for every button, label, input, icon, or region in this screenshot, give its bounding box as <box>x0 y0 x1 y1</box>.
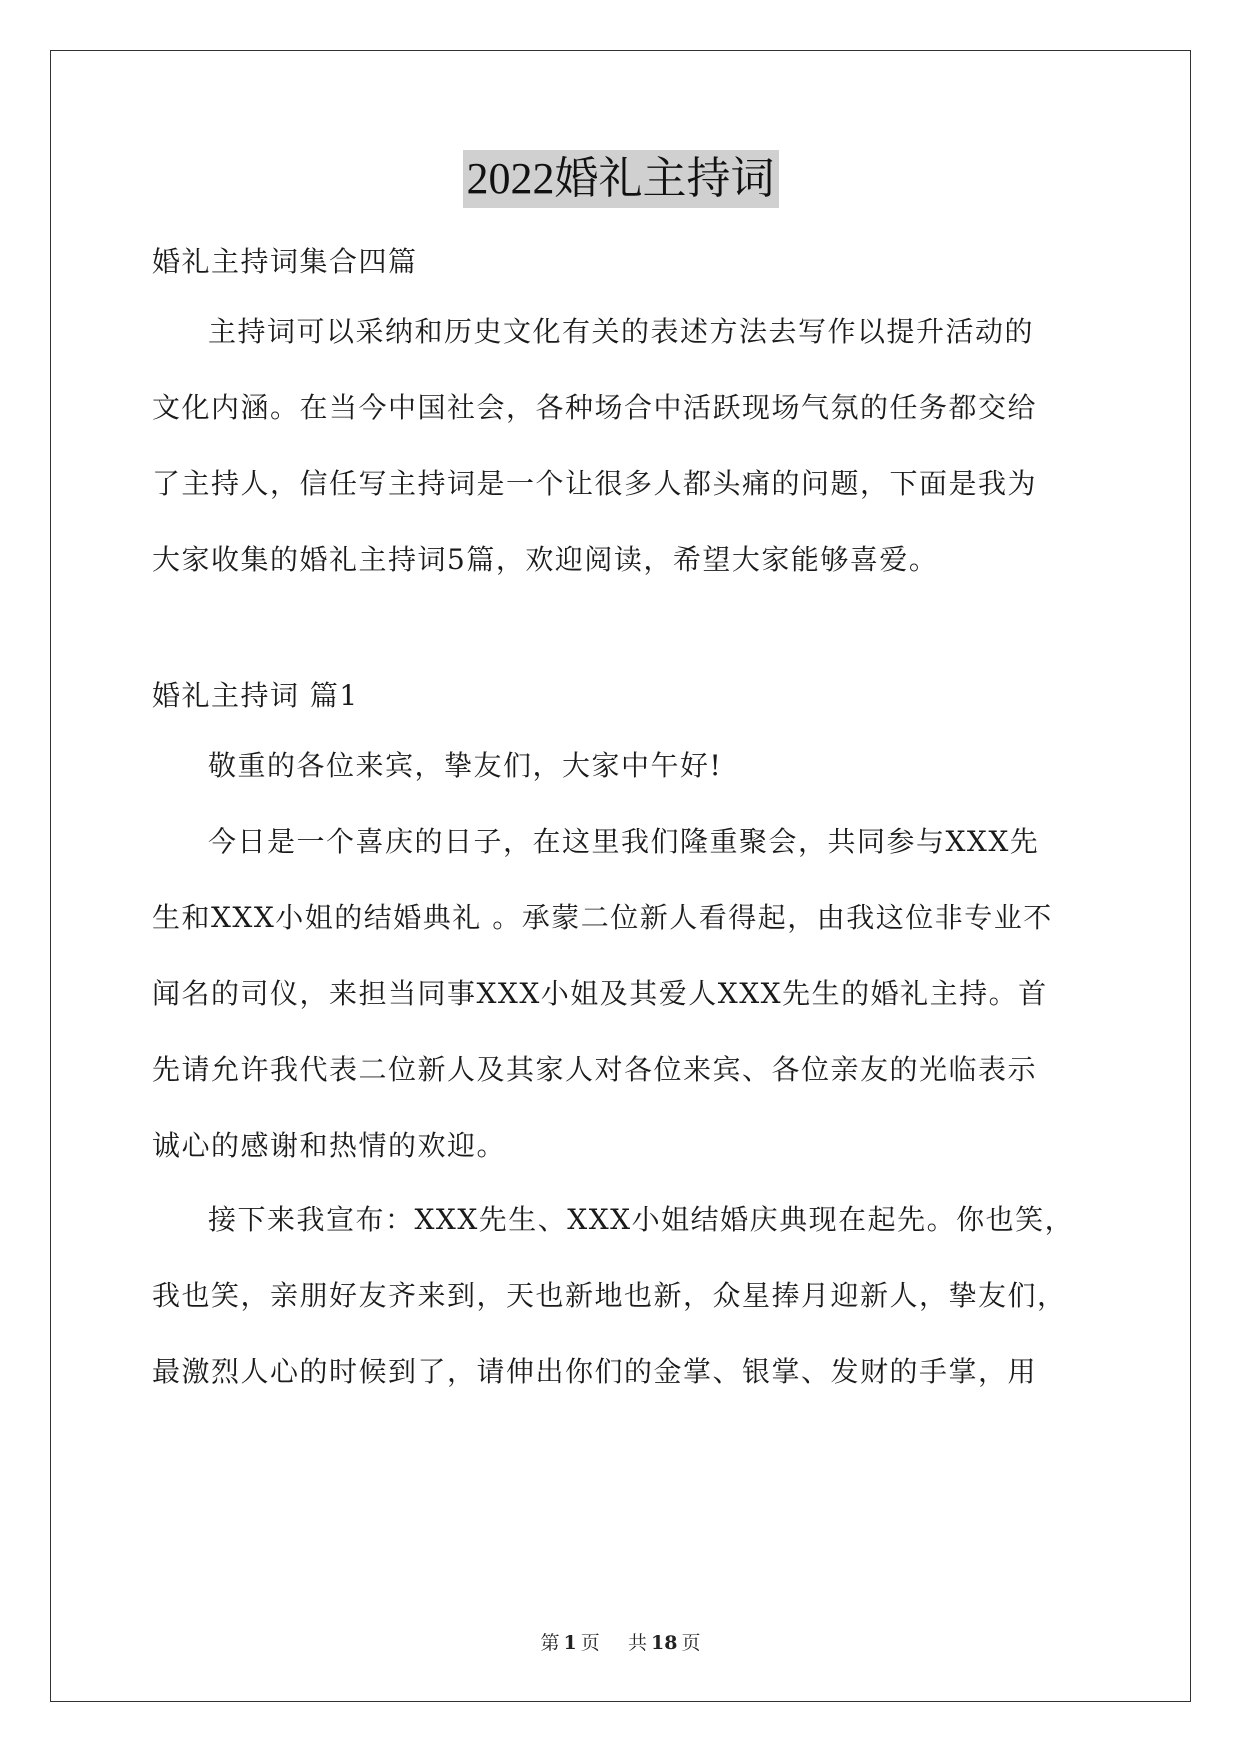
paragraph-line: 主持词可以采纳和历史文化有关的表述方法去写作以提升活动的 <box>208 315 1035 348</box>
total-pages: 18 <box>650 1632 678 1654</box>
paragraph-line: 先请允许我代表二位新人及其家人对各位来宾、各位亲友的光临表示 <box>152 1053 1038 1086</box>
paragraph-line: 最激烈人心的时候到了，请伸出你们的金掌、银掌、发财的手掌，用 <box>152 1355 1038 1388</box>
page-footer <box>0 1628 1241 1655</box>
page-border <box>50 50 1191 1702</box>
title-container <box>0 150 1241 208</box>
paragraph-line: 闻名的司仪，来担当同事XXX小姐及其爱人XXX先生的婚礼主持。首 <box>152 977 1048 1010</box>
paragraph-line: 文化内涵。在当今中国社会，各种场合中活跃现场气氛的任务都交给 <box>152 391 1038 424</box>
page-suffix: 页 <box>580 1632 600 1654</box>
page-number: 1 <box>563 1632 577 1654</box>
paragraph-line: 大家收集的婚礼主持词5篇，欢迎阅读，希望大家能够喜爱。 <box>152 543 939 576</box>
paragraph-line: 我也笑，亲朋好友齐来到，天也新地也新，众星捧月迎新人，挚友们， <box>152 1279 1067 1312</box>
paragraph-line: 生和XXX小姐的结婚典礼 。承蒙二位新人看得起，由我这位非专业不 <box>152 901 1053 934</box>
paragraph-line: 了主持人，信任写主持词是一个让很多人都头痛的问题，下面是我为 <box>152 467 1038 500</box>
section-heading: 婚礼主持词 篇1 <box>152 679 359 712</box>
paragraph-line: 诚心的感谢和热情的欢迎。 <box>152 1129 507 1162</box>
page-prefix: 第 <box>540 1632 560 1654</box>
paragraph-line: 敬重的各位来宾，挚友们，大家中午好! <box>208 749 723 782</box>
paragraph-line: 今日是一个喜庆的日子，在这里我们隆重聚会，共同参与XXX先 <box>208 825 1040 858</box>
section-heading: 婚礼主持词集合四篇 <box>152 245 418 278</box>
total-suffix: 页 <box>681 1632 701 1654</box>
total-prefix: 共 <box>627 1632 647 1654</box>
document-title: 2022婚礼主持词 <box>463 150 779 208</box>
paragraph-line: 接下来我宣布：XXX先生、XXX小姐结婚庆典现在起先。你也笑， <box>208 1203 1075 1236</box>
